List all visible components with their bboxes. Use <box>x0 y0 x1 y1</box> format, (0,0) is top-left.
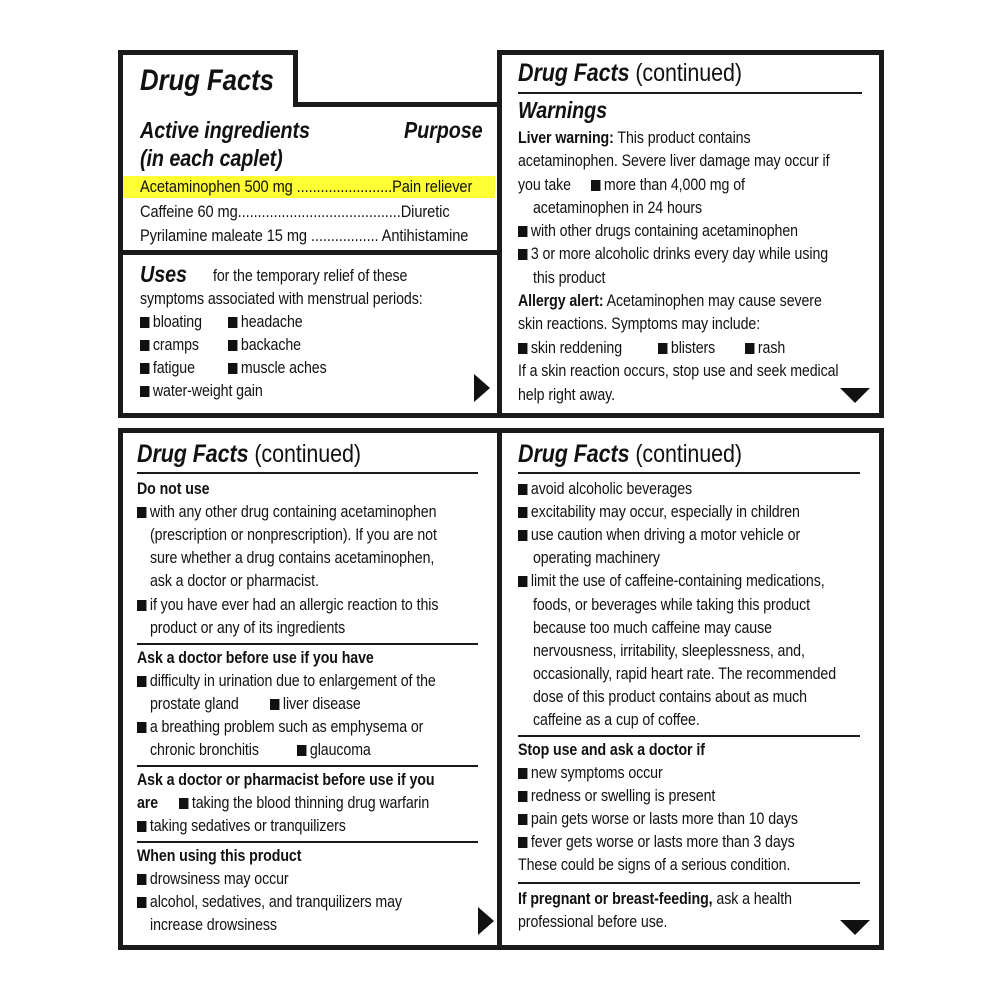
bullet-icon <box>228 363 237 374</box>
dnu-line-4: ask a doctor or pharmacist. <box>150 572 319 590</box>
allergy-line-5: help right away. <box>518 386 615 404</box>
p4-line-4: operating machinery <box>533 549 660 567</box>
uses-intro: for the temporary relief of these <box>213 267 408 285</box>
p4-line-1: avoid alcoholic beverages <box>518 479 692 499</box>
ingredient-caffeine: Caffeine 60 mg.........................................Diuretic <box>140 202 450 221</box>
active-ingredients-heading: Active ingredients <box>140 117 310 143</box>
ask-liver-disease: liver disease <box>270 694 361 714</box>
tab-step-horizontal <box>293 102 502 107</box>
panel3-title: Drug Facts (continued) <box>137 440 361 468</box>
dnu-line-6: product or any of its ingredients <box>150 619 346 637</box>
use-muscle-aches: muscle aches <box>228 358 327 378</box>
uses-intro-line2: symptoms associated with menstrual periods: <box>140 290 423 308</box>
ask-line-1: difficulty in urination due to enlargement of the <box>137 671 436 691</box>
use-water-weight: water-weight gain <box>140 381 263 401</box>
bullet-icon <box>270 699 279 710</box>
bullet-icon <box>137 874 146 885</box>
divider-stop-use <box>518 735 860 737</box>
use-backache: backache <box>228 335 301 355</box>
allergy-line-2: skin reactions. Symptoms may include: <box>518 315 761 333</box>
p4-line-2: excitability may occur, especially in children <box>518 502 800 522</box>
purpose-heading: Purpose <box>404 117 483 143</box>
when-line-2: alcohol, sedatives, and tranquilizers may <box>137 892 402 912</box>
bullet-icon <box>140 317 149 328</box>
bullet-icon <box>140 363 149 374</box>
divider-uses <box>118 250 502 255</box>
p4-line-8: nervousness, irritability, sleeplessness, and, <box>533 642 805 660</box>
dnu-line-2: (prescription or nonprescription). If you are not <box>150 526 437 544</box>
bullet-icon <box>137 722 146 733</box>
pregnant-line-2: professional before use. <box>518 913 668 931</box>
bullet-icon <box>140 386 149 397</box>
bullet-icon <box>179 798 188 809</box>
bullet-icon <box>140 340 149 351</box>
use-bloating: bloating <box>140 312 202 332</box>
when-line-1: drowsiness may occur <box>137 869 289 889</box>
bullet-icon <box>297 745 306 756</box>
symptom-rash: rash <box>745 338 785 358</box>
dnu-line-1: with any other drug containing acetaminophen <box>137 502 436 522</box>
symptom-skin-reddening: skin reddening <box>518 338 622 358</box>
warning-line-3b: more than 4,000 mg of <box>591 175 745 195</box>
warning-line-3: you take <box>518 176 571 194</box>
liver-warning-line: Liver warning: This product contains <box>518 129 751 147</box>
stop-line-1: new symptoms occur <box>518 763 663 783</box>
p4-line-7: because too much caffeine may cause <box>533 619 772 637</box>
allergy-alert-line: Allergy alert: Acetaminophen may cause severe <box>518 292 822 310</box>
bullet-icon <box>518 484 527 495</box>
bullet-icon <box>228 317 237 328</box>
p4-line-6: foods, or beverages while taking this product <box>533 596 810 614</box>
use-fatigue: fatigue <box>140 358 195 378</box>
divider-pregnant <box>518 882 860 884</box>
ask-line-2: prostate gland <box>150 695 239 713</box>
p4-line-9: occasionally, rapid heart rate. The recommended <box>533 665 837 683</box>
bullet-icon <box>658 343 667 354</box>
dnu-line-3: sure whether a drug contains acetaminophen, <box>150 549 435 567</box>
pharm-line-2: taking sedatives or tranquilizers <box>137 816 346 836</box>
active-ingredients-subheading: (in each caplet) <box>140 145 283 171</box>
use-headache: headache <box>228 312 303 332</box>
do-not-use-heading: Do not use <box>137 480 210 498</box>
ask-glaucoma: glaucoma <box>297 740 371 760</box>
bullet-icon <box>518 249 527 260</box>
ingredient-acetaminophen: Acetaminophen 500 mg ........................Pain reliever <box>140 177 473 196</box>
bullet-icon <box>518 226 527 237</box>
bullet-icon <box>137 507 146 518</box>
page-title: Drug Facts <box>140 64 274 97</box>
stop-line-2: redness or swelling is present <box>518 786 715 806</box>
ask-pharm-heading: Ask a doctor or pharmacist before use if you <box>137 771 435 789</box>
uses-heading: Uses <box>140 261 187 287</box>
allergy-line-4: If a skin reaction occurs, stop use and seek medical <box>518 362 839 380</box>
arrow-right-icon <box>478 907 494 935</box>
bullet-icon <box>518 507 527 518</box>
panel3-title-rule <box>137 472 478 474</box>
ask-line-4: chronic bronchitis <box>150 741 259 759</box>
bullet-icon <box>518 791 527 802</box>
ask-pharm-heading-2: are <box>137 794 159 812</box>
p4-line-3: use caution when driving a motor vehicle or <box>518 525 800 545</box>
tab-step-vertical <box>293 50 298 107</box>
panel2-title-rule <box>518 92 862 94</box>
bullet-icon <box>137 600 146 611</box>
bullet-icon <box>518 814 527 825</box>
p4-line-11: caffeine as a cup of coffee. <box>533 711 700 729</box>
ask-doctor-heading: Ask a doctor before use if you have <box>137 649 374 667</box>
pharm-line-1: taking the blood thinning drug warfarin <box>179 793 429 813</box>
bullet-icon <box>518 576 527 587</box>
bullet-icon <box>137 676 146 687</box>
when-line-3: increase drowsiness <box>150 916 277 934</box>
divider-ask-pharm <box>137 765 478 767</box>
bullet-icon <box>745 343 754 354</box>
warning-line-6: 3 or more alcoholic drinks every day while using <box>518 244 828 264</box>
bullet-icon <box>518 768 527 779</box>
panel2-title: Drug Facts (continued) <box>518 59 742 87</box>
p4-line-5: limit the use of caffeine-containing medications, <box>518 571 825 591</box>
bullet-icon <box>518 343 527 354</box>
ingredient-pyrilamine: Pyrilamine maleate 15 mg ................. Antihistamine <box>140 226 469 245</box>
symptom-blisters: blisters <box>658 338 715 358</box>
warning-line-4: acetaminophen in 24 hours <box>533 199 703 217</box>
panel4-title-rule <box>518 472 860 474</box>
bullet-icon <box>591 180 600 191</box>
warning-line-5: with other drugs containing acetaminophen <box>518 221 798 241</box>
p4-line-10: dose of this product contains about as much <box>533 688 807 706</box>
panel4-title: Drug Facts (continued) <box>518 440 742 468</box>
bullet-icon <box>137 897 146 908</box>
use-cramps: cramps <box>140 335 199 355</box>
arrow-right-icon <box>474 374 490 402</box>
bullet-icon <box>518 837 527 848</box>
warnings-heading: Warnings <box>518 97 608 123</box>
arrow-down-icon <box>840 388 870 403</box>
divider-ask-doctor <box>137 643 478 645</box>
pregnant-line-1: If pregnant or breast-feeding, ask a health <box>518 890 792 908</box>
bullet-icon <box>228 340 237 351</box>
divider-when-using <box>137 841 478 843</box>
title-tab-cutout <box>298 50 502 105</box>
stop-line-5: These could be signs of a serious condition. <box>518 856 791 874</box>
warning-line-7: this product <box>533 269 606 287</box>
dnu-line-5: if you have ever had an allergic reaction to this <box>137 595 438 615</box>
ask-line-3: a breathing problem such as emphysema or <box>137 717 423 737</box>
stop-use-heading: Stop use and ask a doctor if <box>518 741 705 759</box>
warning-line-2: acetaminophen. Severe liver damage may occur if <box>518 152 830 170</box>
arrow-down-icon <box>840 920 870 935</box>
when-using-heading: When using this product <box>137 847 302 865</box>
stop-line-3: pain gets worse or lasts more than 10 days <box>518 809 798 829</box>
bullet-icon <box>518 530 527 541</box>
stop-line-4: fever gets worse or lasts more than 3 days <box>518 832 795 852</box>
bullet-icon <box>137 821 146 832</box>
